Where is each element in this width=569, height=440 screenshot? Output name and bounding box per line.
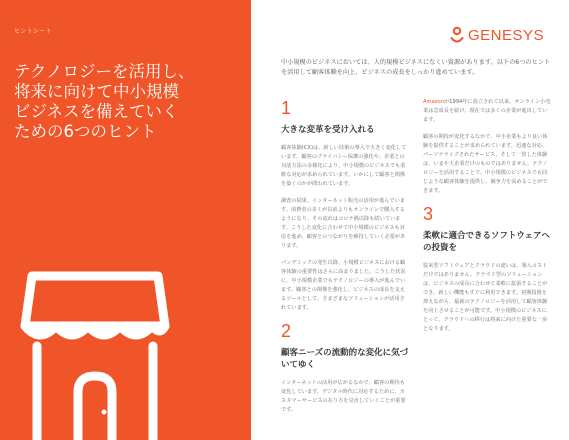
section-heading: 顧客ニーズの流動的な変化に気づいてゆく — [281, 348, 409, 370]
section-number: 3 — [423, 204, 434, 224]
section-heading: 大きな変革を受け入れる — [281, 125, 375, 135]
section-paragraph: パンデミックの発生以降、小規模ビジネスにおける顧客体験の重要性はさらに高まりました。こうした状況に、中小規模企業でもテクノロジーの導入が進んでいます。顧客との関係を強化し、ビジネスの成長を支えるツールとして、さまざまなソリューションが活用されています。 — [281, 260, 406, 311]
cover-title-line: テクノロジーを活用し、 — [14, 62, 195, 81]
left-column — [281, 98, 409, 423]
lead-paragraph — [423, 98, 551, 125]
genesys-logo-icon — [450, 26, 464, 44]
storefront-icon — [20, 268, 170, 440]
lead-text: が1994年に設立されて以来、オンライン小売業は急成長を続け、現在では多くの企業が進出しています。 — [423, 99, 551, 123]
section-paragraph: 顧客体験(CX)は、新しい技術の導入で大きく変化しています。顧客のプライバシー保護の強化や、企業との対話方法の多様化により、中小規模のビジネスでも柔軟な対応が求められています。いかにして顧客と関係を築くのかが問われています。 — [281, 145, 407, 187]
cover-panel — [0, 0, 251, 440]
right-column — [423, 98, 551, 342]
genesys-logo — [450, 26, 544, 44]
section-paragraph: 従来型ソフトウェアとクラウドの違いは、導入コストだけではありません。クラウド型のソリューションは、ビジネスの成長に合わせて柔軟に拡張することができ、新しい機能もすぐに利用できます。初期投資を抑えながら、最新のテクノロジーを活用して顧客体験を向上させることが可能です。中小規模のビジネスにとって、クラウドへの移行は将来に向けた重要な一歩となります。 — [423, 263, 548, 332]
section-paragraph: 顧客の期待が変化するなかで、中小企業もより良い体験を提供することが求められています。迅速な対応、パーソナライズされたサービス、そして一貫した体験は、いまや大企業だけのものではありません。テクノロジーを活用することで、中小規模のビジネスでも同じような顧客体験を提供し、競争力を高めることができます。 — [423, 134, 548, 194]
section-number: 2 — [281, 321, 292, 341]
cover-title-line: 将来に向けて中小規模 — [14, 82, 179, 101]
logo-text: GENESYS — [468, 26, 545, 44]
cover-title-line: ための6つのヒント — [14, 122, 157, 141]
cover-title-line: ビジネスを備えていく — [14, 102, 179, 121]
highlight-text: Amazon — [423, 99, 444, 105]
section-paragraph: 調査の結果、インターネット販売の活用が進んでいます。消費者の多くが以前よりもオンラインで購入するようになり、その流れはコロナ禍以降も続いています。こうした変化に合わせて中小規模のビジネスも対応を進め、顧客とのつながりを維持していく必要があります。 — [281, 198, 406, 249]
section-paragraph: インターネットの活用が広がるなかで、顧客の期待も変化しています。デジタル時代に対応するために、カスタマーサービスの在り方を見直していくことが重要です。 — [281, 380, 406, 413]
document-tag: ヒントシート — [14, 28, 52, 35]
section-number: 1 — [281, 98, 292, 118]
intro-text: 中小規模のビジネスにおいては、人的規模ビジネスになくい資源があります。以下の6つのヒントを活用して顧客体験を向上、ビジネスの成長をしっかり進めています。 — [281, 59, 551, 76]
section-heading: 柔軟に適合できるソフトウェアへの投資を — [423, 231, 550, 253]
cover-title — [14, 62, 246, 142]
